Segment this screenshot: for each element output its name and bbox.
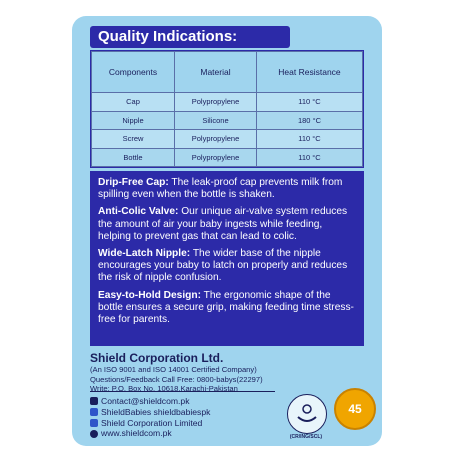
feature-text: The wider base of the nipple encourages your baby to latch on properly and reduces the risk of nipple confusion. [98,248,348,284]
company-address: Write: P.O. Box No. 10618,Karachi-Pakistan [90,384,238,393]
cell-component: Nipple [92,111,175,130]
contact-text: Contact@shieldcom.pk [101,396,190,406]
contact-list [90,396,290,439]
cell-material: Polypropylene [175,130,257,149]
feature-text: The leak-proof cap prevents milk from spilling even when the bottle is shaken. [98,177,343,201]
company-info [90,351,364,394]
contact-text: www.shieldcom.pk [101,428,172,439]
contact-social [90,407,290,418]
cell-component: Screw [92,130,175,149]
cell-material: Polypropylene [175,148,257,167]
contact-text: Shield Corporation Limited [101,417,203,428]
feature-text: Our unique air-valve system reduces the amount of air your baby ingests while feeding, helping to prevent gas that can lead to colic. [98,206,348,242]
email-icon [90,397,98,405]
contact-email [90,396,290,407]
halal-code: (CR/ING/SCL) [289,434,323,440]
halal-logo [287,394,327,434]
feature-title: Drip-Free Cap: [98,177,169,188]
feature-anti-colic [98,206,356,243]
contact-text: ShieldBabies shieldbabiespk [101,406,211,417]
company-cert: (An ISO 9001 and ISO 14001 Certified Company) [90,365,257,374]
feature-easy-hold [98,290,356,327]
globe-icon [90,430,98,438]
table-row [92,148,363,167]
facebook-icon [90,419,98,427]
header-heat: Heat Resistance [256,52,362,93]
facebook-icon [90,408,98,416]
cell-heat: 110 °C [256,148,362,167]
feature-title: Anti-Colic Valve: [98,206,179,218]
feature-drip-free [98,177,356,201]
anniversary-badge: 45 [334,388,376,430]
company-name: Shield Corporation Ltd. [90,351,224,365]
divider [90,391,275,392]
feature-title: Easy-to-Hold Design: [98,289,202,301]
quality-heading: Quality Indications: [90,26,290,48]
feature-wide-latch [98,248,356,285]
features-panel [90,171,364,346]
company-feedback: Questions/Feedback Call Free: 0800-babys(22297) [90,374,263,384]
header-material: Material [175,52,257,93]
cell-heat: 110 °C [256,130,362,149]
cell-material: Silicone [175,111,257,130]
cell-material: Polypropylene [175,93,257,112]
contact-website [90,428,290,439]
table-row [92,111,363,130]
feature-title: Wide-Latch Nipple: [98,248,191,260]
header-components: Components [92,52,175,93]
table-row [92,93,363,112]
quality-table [90,50,364,168]
cell-component: Cap [92,93,175,112]
table-row [92,130,363,149]
package-back-label [72,16,382,446]
cell-heat: 180 °C [256,111,362,130]
table-header-row [92,52,363,93]
feature-text: The ergonomic shape of the bottle ensures a secure grip, making feeding time stress-free for parents. [98,289,354,326]
cell-component: Bottle [92,148,175,167]
cell-heat: 110 °C [256,93,362,112]
contact-facebook [90,418,290,429]
